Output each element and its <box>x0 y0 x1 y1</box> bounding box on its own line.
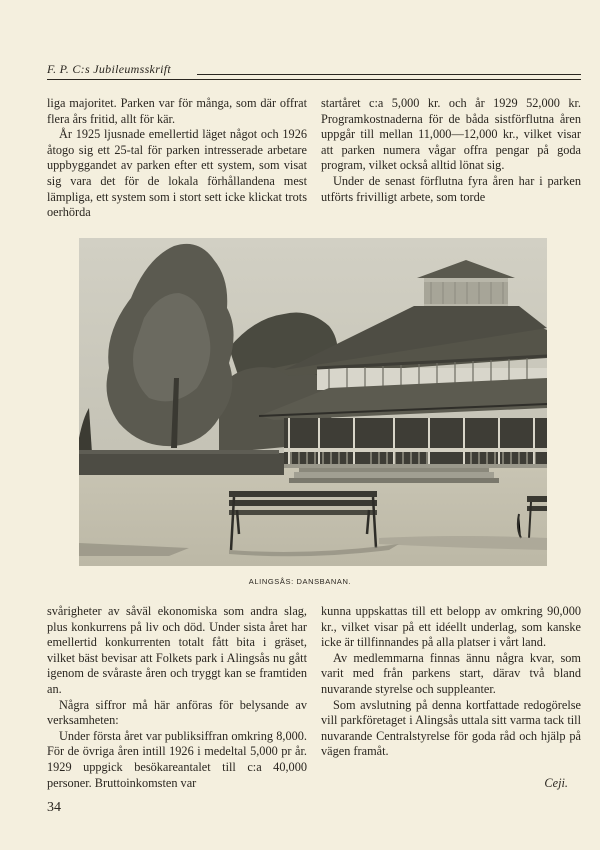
paragraph: Av medlemmarna finnas ännu några kvar, som varit med från parkens start, därav två bland nuvarande styrelse och suppleanter. <box>321 650 581 696</box>
paragraph: liga majoritet. Parken var för många, som där offrat flera års fritid, allt för kär. <box>47 96 307 126</box>
page-number: 34 <box>47 800 61 815</box>
paragraph: År 1925 ljusnade emellertid läget något och 1926 åtogo sig ett 25-tal för parken intresserade arbetare uppbyggandet av parken efter ett system, som visat sig vara det för de lokala förhållandena mest lämpliga, ett system som i stort sett icke klickat trots oerhörda <box>47 127 307 220</box>
header-rule-long <box>47 79 581 80</box>
paragraph: Några siffror må här anföras för belysande av verksamheten: <box>47 697 307 728</box>
paragraph: svårigheter av såväl ekonomiska som andra slag, plus konkurrens på liv och död. Under sista året har emellertid konkurrenten totalt fått bita i gräset, vilket bäst bevisar att Folkets park i Alingsås nu gått igenom de svåraste åren och tryggt kan se framtiden an. <box>47 604 307 696</box>
photo-caption: ALINGSÅS: DANSBANAN. <box>248 577 352 586</box>
paragraph: kunna uppskattas till ett belopp av omkring 90,000 kr., vilket visar på ett idéellt underlag, som kanske icke är tillfinnandes på alla platser i vårt land. <box>321 604 581 650</box>
top-left-column <box>47 96 307 221</box>
signature: Ceji. <box>544 776 568 790</box>
paragraph: startåret c:a 5,000 kr. och år 1929 52,000 kr. Programkostnaderna för de båda sistförflutna åren uppgår till mellan 11,000—12,000 kr., vilket visar att parken numera vågar offra pengar på goda program, vilket också alltid lönat sig. <box>321 96 581 173</box>
paragraph: Under första året var publiksiffran omkring 8,000. För de övriga åren intill 1926 i medeltal 5,000 pr år. 1929 uppgick besökareantalet till c:a 40,000 personer. Bruttoinkomsten var <box>47 728 307 790</box>
paragraph: Som avslutning på denna kortfattade redogörelse vill parkföretaget i Alingsås uttala sitt varma tack till nuvarande Centralstyrelse för goda råd och hjälp på vägen framåt. <box>321 697 581 759</box>
bottom-right-column <box>321 604 581 760</box>
header-rule <box>197 74 581 75</box>
paragraph: Under de senast förflutna fyra åren har i parken utförts frivilligt arbete, som torde <box>321 173 581 204</box>
running-head: F. P. C:s Jubileumsskrift <box>47 62 172 76</box>
dance-pavilion-photo <box>79 238 547 566</box>
bottom-left-column <box>47 604 307 791</box>
top-right-column <box>321 96 581 205</box>
photo-illustration <box>79 238 547 566</box>
